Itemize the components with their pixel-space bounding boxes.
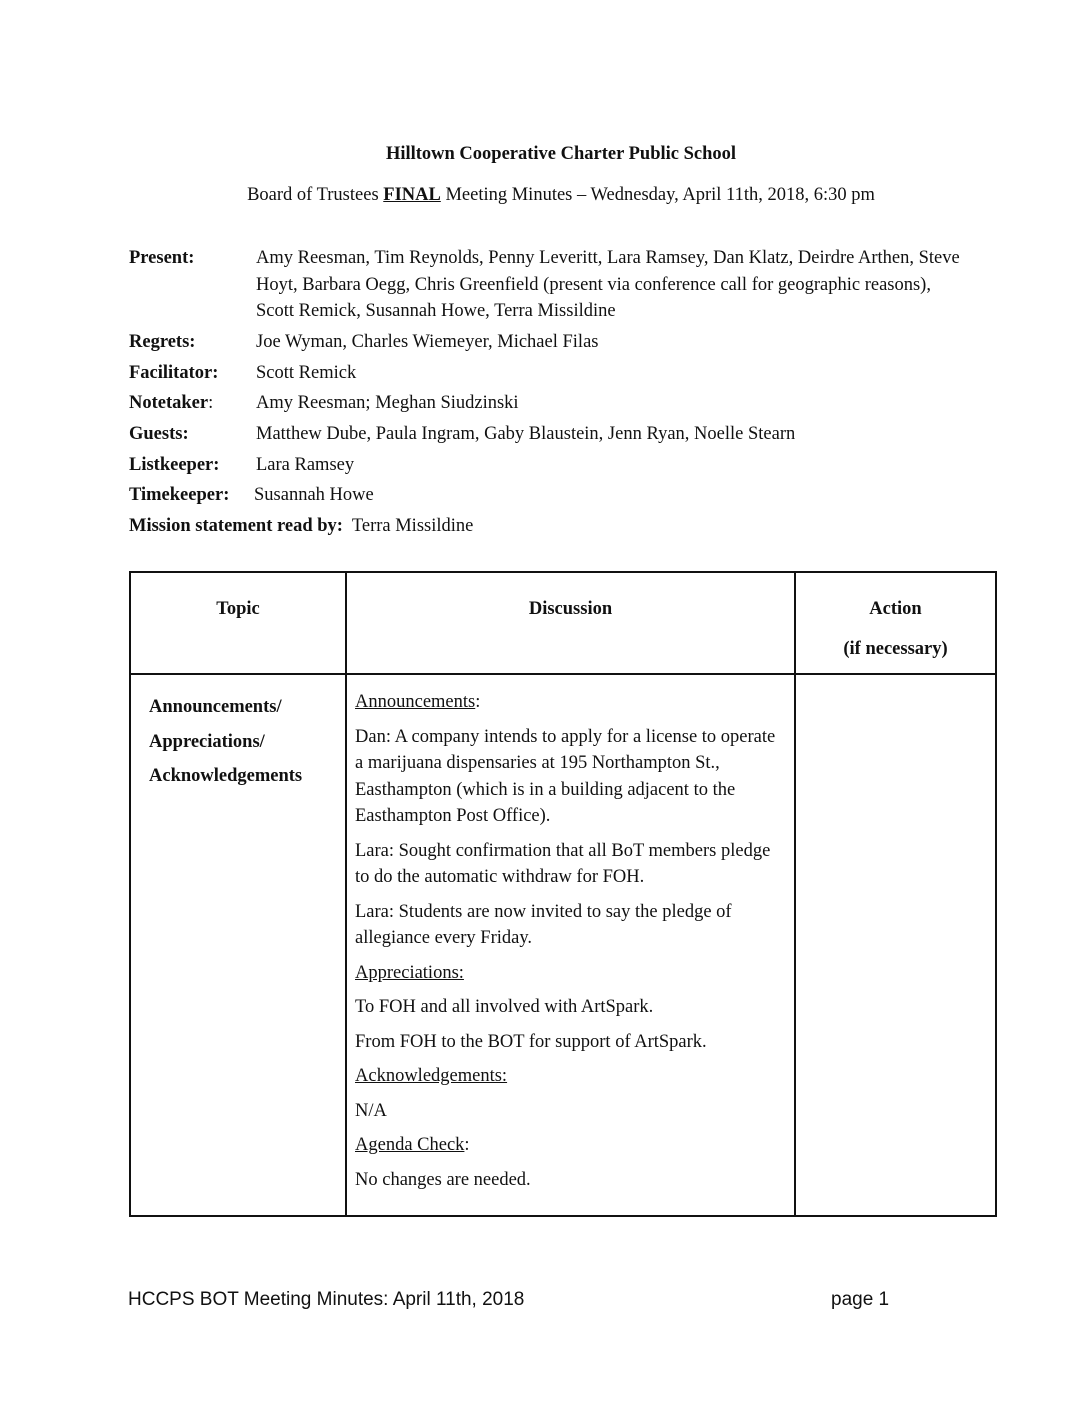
listkeeper-value: Lara Ramsey [256,455,355,475]
table-row [130,674,996,1216]
subtitle-prefix: Board of Trustees [247,185,384,205]
discussion-item: Dan: A company intends to apply for a license to operate a marijuana dispensaries at 195 Northampton St., Easthampton (which is in a building adjacent to the Easthampton Post Office). [355,726,776,826]
topic-cell [130,674,346,1216]
discussion-item: Lara: Sought confirmation that all BoT members pledge to do the automatic withdraw for FOH. [355,840,771,887]
table-header-row [130,572,996,674]
action-header-sub: (if necessary) [843,639,948,659]
notetaker-label-colon: : [208,393,214,413]
present-value: Amy Reesman, Tim Reynolds, Penny Leveritt, Lara Ramsey, Dan Klatz, Deirdre Arthen, Steve Hoyt, Barbara Oegg, Chris Greenfield (present via conference call for geographic reasons), Scott Remick, Susannah Howe, Terra Missildine [256,248,960,321]
discussion-header: Discussion [346,572,795,674]
discussion-item: To FOH and all involved with ArtSpark. [355,997,654,1017]
regrets-value: Joe Wyman, Charles Wiemeyer, Michael Filas [256,332,599,352]
notetaker-label: Notetaker [129,393,209,413]
timekeeper-value: Susannah Howe [254,485,374,505]
acknowledgements-heading: Acknowledgements: [355,1066,508,1086]
discussion-item: No changes are needed. [355,1169,531,1190]
announcements-heading: Announcements: [355,692,481,712]
facilitator-label: Facilitator: [129,363,219,383]
facilitator-value: Scott Remick [256,363,357,383]
regrets-row [129,329,599,356]
regrets-label: Regrets: [129,332,196,352]
guests-label: Guests: [129,424,189,444]
document-subtitle [0,185,1088,206]
mission-label: Mission statement read by: [129,516,343,536]
discussion-item: N/A [355,1100,387,1121]
topic-header: Topic [130,572,346,674]
appreciations-heading: Appreciations: [355,962,464,983]
guests-value: Matthew Dube, Paula Ingram, Gaby Blaustein, Jenn Ryan, Noelle Stearn [256,424,796,444]
action-cell [795,674,996,1216]
document-title: Hilltown Cooperative Charter Public School [385,144,737,164]
topic-line: Appreciations/ [149,731,265,752]
facilitator-row [129,360,357,387]
timekeeper-label: Timekeeper: [129,485,230,505]
discussion-item: Lara: Students are now invited to say the pledge of allegiance every Friday. [355,901,732,948]
page-number: page 1 [831,1289,890,1310]
discussion-item: From FOH to the BOT for support of ArtSpark. [355,1031,707,1052]
timekeeper-row [129,482,374,509]
notetaker-row [129,390,519,417]
final-label: FINAL [383,185,441,205]
notetaker-value: Amy Reesman; Meghan Siudzinski [256,393,519,413]
subtitle-suffix: Meeting Minutes – Wednesday, April 11th, 2018, 6:30 pm [440,185,875,205]
footer-title: HCCPS BOT Meeting Minutes: April 11th, 2018 [128,1289,525,1310]
mission-row [129,513,473,540]
minutes-table [129,571,997,1217]
present-row [129,245,960,321]
topic-line: Acknowledgements [149,766,303,786]
listkeeper-label: Listkeeper: [129,455,220,475]
discussion-cell [346,674,795,1216]
present-label: Present: [129,248,195,268]
action-header [795,572,996,674]
mission-value: Terra Missildine [351,516,474,536]
listkeeper-row [129,452,355,479]
action-header-label: Action [869,599,922,619]
guests-row [129,421,796,448]
topic-line: Announcements/ [149,697,282,717]
agenda-check-heading: Agenda Check: [355,1135,470,1155]
